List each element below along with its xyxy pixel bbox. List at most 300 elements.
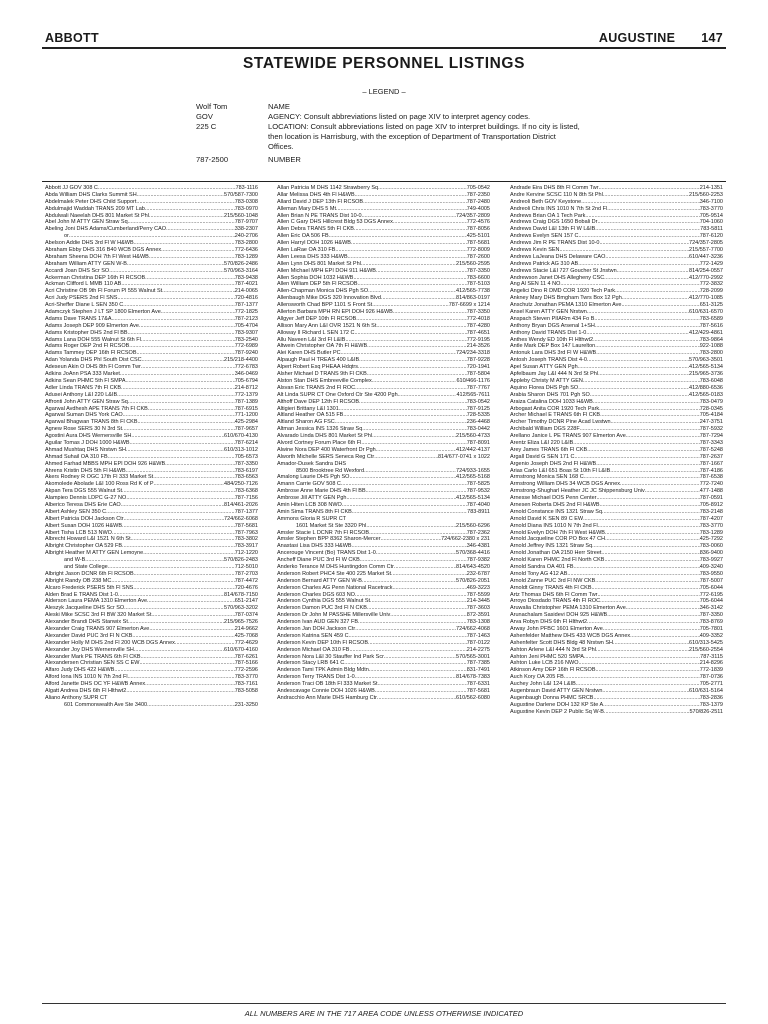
entry-name: Arnold Constance INS 1321 Straw Sq — [510, 508, 603, 515]
entry-phone: 787-0122 — [466, 639, 490, 646]
dot-leader — [578, 385, 689, 392]
listing-entry — [510, 654, 723, 661]
entry-name: and W-B — [64, 557, 86, 564]
dot-leader — [598, 371, 689, 378]
entry-name: Andrews Kevin SEN — [510, 247, 560, 254]
dot-leader — [574, 564, 700, 571]
listing-entry — [510, 371, 723, 378]
dot-leader — [355, 385, 467, 392]
dot-leader — [139, 660, 234, 667]
entry-phone: 412/565-5168 — [456, 474, 490, 481]
listing-entry — [45, 598, 258, 605]
listing-entry — [277, 495, 490, 502]
listing-entry — [45, 585, 258, 592]
listing-entry — [45, 571, 258, 578]
dot-leader — [578, 261, 700, 268]
dot-leader — [145, 681, 235, 688]
dot-leader — [604, 275, 689, 282]
dot-leader — [355, 592, 467, 599]
entry-phone: 412/565-5134 — [456, 495, 490, 502]
listing-entry — [510, 454, 723, 461]
entry-phone: 772-6195 — [699, 591, 723, 598]
listing-entry — [277, 605, 490, 612]
entry-phone: 236-4468 — [466, 419, 490, 426]
listing-entry — [277, 219, 490, 226]
entry-phone: 712-1220 — [234, 550, 258, 557]
entry-phone: 214-2275 — [466, 646, 490, 653]
entry-name: Augenbaugh Donna PHMC SRCB — [510, 694, 594, 701]
dot-leader — [134, 240, 235, 247]
dot-leader — [114, 667, 234, 674]
listing-entry — [277, 488, 490, 495]
entry-name: Anderson Traci OB 18th Fl 333 Market St — [277, 681, 378, 688]
entry-phone: 412/770-1085 — [689, 295, 723, 302]
entry-phone: 783-6368 — [234, 488, 258, 495]
dot-leader — [598, 523, 700, 530]
listing-entry — [510, 502, 723, 509]
dot-leader — [605, 530, 700, 537]
entry-name: Alexander David PUC 3rd Fl N CKB — [45, 632, 133, 639]
listing-entry — [277, 516, 490, 523]
dot-leader — [372, 378, 457, 385]
entry-name: Alpert Robert Esq PHEAA Hdqtrs — [277, 364, 359, 371]
entry-name: Adler Linda TRANS 7th Fl CKB — [45, 384, 122, 391]
dot-leader — [339, 406, 467, 413]
entry-phone: 787-1377 — [234, 302, 258, 309]
listing-entry — [510, 247, 723, 254]
entry-phone: 783-9438 — [234, 274, 258, 281]
listing-entry — [510, 185, 723, 192]
dot-leader — [126, 447, 224, 454]
entry-phone: 787-6699 x 1214 — [448, 302, 490, 309]
entry-phone: 720-4816 — [234, 295, 258, 302]
entry-phone: 787-5681 — [234, 522, 258, 529]
entry-phone: 570/963-3164 — [224, 267, 258, 274]
dot-leader — [134, 571, 235, 578]
listing-entry — [45, 440, 258, 447]
dot-leader — [149, 213, 224, 220]
listing-entry — [45, 357, 258, 364]
entry-phone: 484/250-7126 — [224, 481, 258, 488]
entry-phone: 215/218-4400 — [224, 357, 258, 364]
dot-leader — [592, 543, 700, 550]
entry-phone: 705-2771 — [699, 681, 723, 688]
entry-name: Alford Janette DHS OC YF H&WB Annex — [45, 681, 146, 688]
listing-entry — [45, 633, 258, 640]
dot-leader — [594, 316, 699, 323]
entry-name: Amsler Stephen BPP 8362 Sharon-Mercer — [277, 536, 381, 543]
listing-entry — [45, 640, 258, 647]
entry-phone: 787-4040 — [466, 501, 490, 508]
listing-entry — [510, 192, 723, 199]
listing-entry — [45, 337, 258, 344]
entry-phone: 724/662-2380 x 231 — [441, 536, 490, 543]
entry-name: Abraham William ATTY GEN W-B — [45, 260, 127, 267]
listing-entry — [510, 612, 723, 619]
listing-entry — [510, 385, 723, 392]
entry-name: Abbott JJ GOV 308 C — [45, 185, 98, 191]
dot-leader — [367, 605, 467, 612]
entry-phone: 705-6573 — [234, 453, 258, 460]
entry-name: Ankney Mary DHS Bmgham Twrs Box 12 Pgh — [510, 295, 622, 302]
entry-phone: 425-7292 — [699, 536, 723, 543]
entry-phone: 570/587-7300 — [224, 191, 258, 198]
entry-phone: 772-6436 — [234, 247, 258, 254]
entry-phone: 425-5101 — [466, 233, 490, 240]
running-head-left: ABBOTT — [45, 31, 99, 45]
entry-phone: 783-2800 — [234, 240, 258, 247]
listing-entry — [277, 447, 490, 454]
entry-name: Armstrong William DHS 34 WCB DGS Annex — [510, 481, 621, 488]
listing-entry — [277, 385, 490, 392]
entry-phone: 783-6048 — [699, 377, 723, 384]
dot-leader — [363, 199, 467, 206]
footer-note: ALL NUMBERS ARE IN THE 717 AREA CODE UNLESS OTHERWISE INDICATED — [244, 1009, 524, 1018]
listing-entry — [510, 350, 723, 357]
listing-entry — [45, 530, 258, 537]
dot-leader — [122, 488, 235, 495]
listing-entry — [45, 426, 258, 433]
entry-phone: 783-0060 — [699, 543, 723, 550]
listing-entry — [45, 275, 258, 282]
listing-entry — [277, 226, 490, 233]
dot-leader — [133, 585, 234, 592]
entry-name: Amin Sima TRANS 8th Fl CKB — [277, 508, 352, 515]
entry-phone: 787-3350 — [699, 612, 723, 619]
listing-entry — [510, 295, 723, 302]
entry-name: Anderson Charles AG Penn National Racetrack — [277, 584, 393, 591]
dot-leader — [128, 330, 235, 337]
entry-phone: 215/557-7700 — [689, 247, 723, 254]
entry-name: Anderson Charles DGS 603 NO — [277, 591, 355, 598]
entry-phone: 772-8009 — [466, 247, 490, 254]
dot-leader — [148, 406, 235, 413]
dot-leader — [358, 619, 467, 626]
listing-entry — [510, 481, 723, 488]
dot-leader — [369, 530, 467, 537]
entry-name: Albright Christopher OA 529 FB — [45, 543, 123, 550]
listing-entry — [277, 619, 490, 626]
dot-leader — [374, 454, 438, 461]
entry-phone: 346-4381 — [466, 543, 490, 550]
dot-leader — [120, 371, 235, 378]
entry-phone: 836-9400 — [699, 550, 723, 557]
listing-entry — [510, 543, 723, 550]
entry-name: Allensworth Chad BPP 1101 S Front St — [277, 302, 373, 309]
legend-row — [196, 122, 581, 152]
entry-name: Archibald William DGS 228F — [510, 426, 580, 433]
entry-name: Ashenfelter Scott DHS Bldg 48 Nrstwn SH — [510, 639, 614, 646]
dot-leader — [126, 468, 235, 475]
entry-name: Araiza Catalina DOH 1033 H&WB — [510, 398, 593, 405]
entry-name: Alexander Joy DHS Wernersville SH — [45, 646, 134, 653]
entry-phone: 787-7385 — [466, 660, 490, 667]
entry-phone: 783-0442 — [466, 426, 490, 433]
listing-entry — [277, 571, 490, 578]
entry-name: Albert Susan DOH 1026 H&WB — [45, 522, 123, 529]
listing-entry — [45, 564, 258, 571]
dot-leader — [351, 240, 467, 247]
entry-phone: 772-2596 — [234, 667, 258, 674]
listing-entry — [510, 695, 723, 702]
dot-leader — [593, 399, 700, 406]
entry-phone: 783-0970 — [234, 205, 258, 212]
dot-leader — [161, 247, 235, 254]
entry-phone: 570/565-3001 — [456, 653, 490, 660]
listing-entry — [510, 364, 723, 371]
listing-entry — [510, 461, 723, 468]
dot-leader — [362, 578, 456, 585]
listing-entry — [277, 654, 490, 661]
dot-leader — [352, 543, 467, 550]
entry-name: Ahmed Farhad MBBS MPH EPI DOH 926 H&WB — [45, 460, 166, 467]
listing-entry — [510, 681, 723, 688]
dot-leader — [393, 309, 467, 316]
dot-leader — [367, 343, 467, 350]
listing-entry — [45, 468, 258, 475]
listing-entry — [510, 261, 723, 268]
entry-phone: 425-2984 — [234, 419, 258, 426]
listing-entry — [510, 667, 723, 674]
dot-leader — [141, 337, 235, 344]
entry-name: Arnold Zanne PUC 3rd Fl NW CKB — [510, 577, 596, 584]
entry-name: Allenbaugh Mike DGS 320 Innovation Blvd — [277, 295, 381, 302]
entry-name: Abda William DHS Clarks Summit SH — [45, 191, 137, 198]
entry-phone: 724/357-2809 — [456, 212, 490, 219]
dot-leader — [587, 447, 700, 454]
listing-entry — [45, 378, 258, 385]
dot-leader — [354, 226, 467, 233]
listing-entry — [510, 474, 723, 481]
dot-leader — [154, 481, 225, 488]
listing-entry — [45, 364, 258, 371]
entry-phone: 705-6044 — [699, 598, 723, 605]
entry-phone: 787-5007 — [699, 577, 723, 584]
entry-name: Ackerman Christina DEP 16th Fl RCSOB — [45, 274, 146, 281]
dot-leader — [587, 309, 689, 316]
entry-phone: 783-5058 — [234, 688, 258, 695]
legend-value: AGENCY: Consult abbreviations listed on page XIV to interpret agency codes. — [268, 112, 531, 121]
entry-phone: 787-4280 — [466, 322, 490, 329]
listing-entry — [510, 626, 723, 633]
entry-phone: 338-2307 — [234, 226, 258, 233]
entry-phone: 787-1667 — [699, 460, 723, 467]
entry-name: Appleby Christy M ATTY GEN — [510, 377, 583, 384]
dot-leader — [381, 536, 442, 543]
listing-entry — [510, 592, 723, 599]
dot-leader — [126, 688, 234, 695]
dot-leader — [593, 695, 699, 702]
listing-entry — [277, 364, 490, 371]
listing-entry — [510, 199, 723, 206]
entry-phone: 772-6989 — [234, 343, 258, 350]
dot-leader — [136, 199, 234, 206]
listing-entry — [277, 206, 490, 213]
dot-leader — [607, 206, 700, 213]
dot-leader — [361, 261, 456, 268]
entry-name: Andreoli Beth GOV Keystone — [510, 198, 582, 205]
listing-entry — [277, 412, 490, 419]
entry-name: Adan Yolanda DHS Phl South Dist CSC — [45, 357, 142, 364]
listing-entry — [510, 254, 723, 261]
entry-name: Albert Patricia DOH Jackson Ctr — [45, 515, 124, 522]
dot-leader — [599, 240, 689, 247]
entry-phone: 831-7491 — [466, 667, 490, 674]
listing-entry — [277, 357, 490, 364]
entry-phone: 787-9532 — [466, 488, 490, 495]
listing-entry — [510, 557, 723, 564]
listing-entry — [510, 619, 723, 626]
entry-phone: 705-4704 — [234, 322, 258, 329]
legend-key: Wolf Tom — [196, 102, 228, 111]
entry-phone: 787-7963 — [234, 529, 258, 536]
listing-entry — [277, 667, 490, 674]
entry-phone: 787-9707 — [234, 219, 258, 226]
entry-name: Altman Jessica INS 1326 Straw Sq — [277, 426, 363, 433]
entry-name: Alt Linda SUPR CT One Oxford Ctr Ste 4200 Pgh — [277, 391, 398, 398]
listing-entry — [277, 192, 490, 199]
listing-entry — [45, 612, 258, 619]
dot-leader — [603, 626, 700, 633]
listing-entry — [45, 192, 258, 199]
dot-leader — [376, 447, 456, 454]
dot-leader — [605, 254, 689, 261]
listing-entry — [277, 185, 490, 192]
entry-name: Altwein Christopher OA 7th Fl H&WB — [277, 343, 368, 350]
entry-phone: 705-9514 — [699, 212, 723, 219]
listing-entry — [277, 247, 490, 254]
dot-leader — [130, 440, 235, 447]
entry-phone: 728-5335 — [466, 412, 490, 419]
entry-phone: 610/670-4160 — [224, 646, 258, 653]
dot-leader — [141, 654, 235, 661]
entry-phone: 772-4018 — [466, 315, 490, 322]
entry-name: Ashton Jeni PHMC 520 SMPA — [510, 653, 584, 660]
entry-phone: 783-2800 — [699, 350, 723, 357]
entry-phone: 346-3142 — [699, 605, 723, 612]
dot-leader — [595, 578, 699, 585]
entry-phone: 787-9125 — [466, 405, 490, 412]
listing-entry — [277, 399, 490, 406]
dot-leader — [335, 247, 466, 254]
entry-phone: 724/662-6068 — [224, 515, 258, 522]
entry-name: Andrews Patrick AG 310 AB — [510, 260, 579, 267]
entry-name: Allen Sophia DOH 1032 H&WB — [277, 274, 354, 281]
entry-phone: 215/560-2253 — [689, 191, 723, 198]
listing-entry — [510, 578, 723, 585]
listing-entry — [277, 461, 490, 468]
entry-phone: 787-9657 — [234, 426, 258, 433]
dot-leader — [355, 674, 456, 681]
entry-name: Arroyo Diosdado TRANS 4th Fl ROC — [510, 598, 601, 605]
entry-phone: 787-3115 — [700, 653, 723, 660]
listing-entry — [45, 268, 258, 275]
listing-entry — [510, 412, 723, 419]
entry-name: Alfaro Judy DHS 422 H&WB — [45, 667, 115, 674]
listing-entry — [510, 674, 723, 681]
entry-name: Apfelbaum Jay L&I 444 N 3rd St Phl — [510, 371, 599, 378]
entry-phone: 787-3350 — [466, 309, 490, 316]
entry-name: Allgyer Jeff DEP 10th Fl RCSOB — [277, 315, 357, 322]
dot-leader — [117, 392, 235, 399]
entry-name: Atkinson Amy DEP 16th Fl RCSOB — [510, 667, 596, 674]
dot-leader — [151, 612, 234, 619]
entry-phone: 787-4472 — [234, 577, 258, 584]
entry-name: Arentz Eliza L&I 220 L&IB — [510, 439, 574, 446]
legend-key: GOV — [196, 112, 213, 121]
dot-leader — [605, 536, 700, 543]
entry-name: Adams Tammey DEP 16th Fl RCSOB — [45, 350, 137, 357]
listing-entry — [510, 660, 723, 667]
entry-phone: 728-2099 — [699, 288, 723, 295]
dot-leader — [138, 419, 235, 426]
dot-leader — [341, 350, 456, 357]
entry-name: Ashton Luke LCB 216 NWO — [510, 660, 579, 667]
entry-phone: 412/442-4137 — [456, 446, 490, 453]
entry-name: Allan Patricia M DHS 1142 Strawberry Sq — [277, 185, 379, 191]
listing-entry — [45, 233, 258, 240]
dot-leader — [578, 364, 689, 371]
entry-name: Argenio Joseph DHS 2nd Fl H&WB — [510, 460, 597, 467]
entry-phone: 783-9864 — [699, 336, 723, 343]
listing-entry — [510, 219, 723, 226]
entry-name: Allen Harryl DOH 1026 H&WB — [277, 240, 351, 247]
entry-name: Anderson Kevin DEP 10th Fl RCSOB — [277, 639, 368, 646]
listing-entry — [45, 688, 258, 695]
entry-phone: 783-1379 — [699, 701, 723, 708]
entry-phone: 412/880-6536 — [689, 384, 723, 391]
entry-name: Allen Brian N PE TRANS Dist 10-0 — [277, 212, 362, 219]
listing-entry — [277, 585, 490, 592]
entry-name: Arnold Sandra OA 401 FB — [510, 563, 574, 570]
listing-entry — [510, 309, 723, 316]
dot-leader — [335, 419, 467, 426]
entry-name: Apel Susan ATTY GEN Pgh — [510, 364, 578, 371]
legend-value: NAME — [268, 102, 290, 111]
entry-name: Ackman Clifford L MMB 110 AB — [45, 281, 122, 288]
dot-leader — [604, 709, 689, 716]
entry-phone: 720-4676 — [234, 584, 258, 591]
entry-phone: 787-9228 — [466, 357, 490, 364]
dot-leader — [587, 619, 700, 626]
dot-leader — [626, 433, 700, 440]
dot-leader — [131, 536, 235, 543]
entry-name: Anderson Stacy LRB 641 C — [277, 660, 345, 667]
entry-name: Agarwal Suman DHS York CAO — [45, 412, 123, 419]
dot-leader — [175, 640, 235, 647]
listing-entry — [510, 488, 723, 495]
listing-entry — [510, 302, 723, 309]
entry-name: Alleman Mary DHS 5 Mt — [277, 205, 336, 212]
entry-phone: 787-2350 — [466, 191, 490, 198]
entry-name: Alsvan Eric TRANS 2nd Fl ROC — [277, 384, 356, 391]
dot-leader — [369, 667, 467, 674]
legend-heading: – LEGEND – — [362, 87, 406, 96]
entry-phone: 787-4186 — [699, 467, 723, 474]
listing-entry — [277, 268, 490, 275]
entry-name: Ashenfelder Matthew DHS 433 WCB DGS Annex — [510, 632, 631, 639]
entry-phone: 215/965-7526 — [224, 619, 258, 626]
entry-phone: 787-5248 — [699, 446, 723, 453]
listing-entry — [510, 316, 723, 323]
dot-leader — [583, 516, 700, 523]
dot-leader — [147, 702, 235, 709]
listing-entry — [277, 316, 490, 323]
dot-leader — [349, 633, 467, 640]
entry-name: Acri Judy PSERS 2nd Fl SNS — [45, 295, 118, 302]
entry-phone: 412/770-2992 — [689, 274, 723, 281]
entry-name: Alberico Teresa DHS Erie CAO — [45, 501, 121, 508]
